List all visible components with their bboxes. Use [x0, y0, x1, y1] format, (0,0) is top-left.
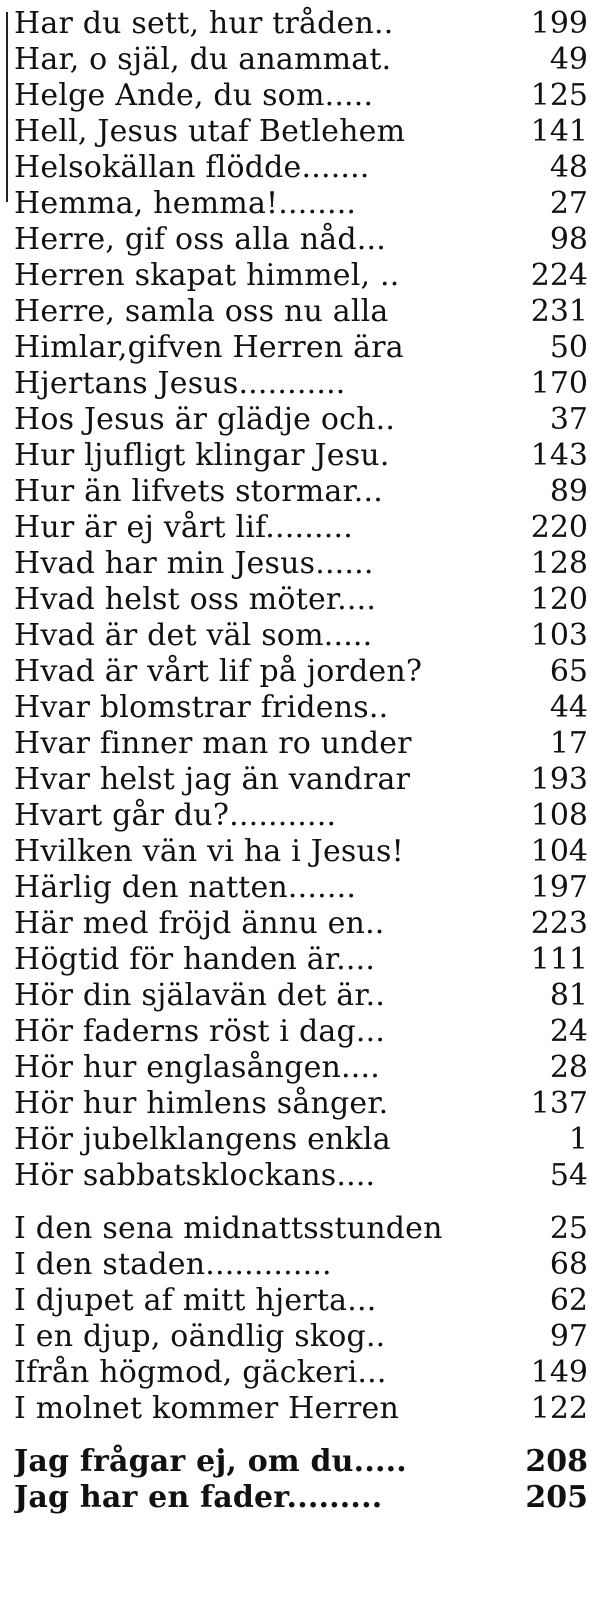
- hymn-number: 24: [549, 1014, 588, 1049]
- margin-rule: [6, 12, 8, 202]
- index-entry: [14, 186, 588, 222]
- hymn-title: Herre, samla oss nu alla: [14, 294, 389, 329]
- hymn-number: 50: [549, 330, 588, 365]
- index-section: [14, 6, 588, 1194]
- hymn-number: 193: [530, 762, 588, 797]
- hymn-number: 197: [530, 870, 588, 905]
- hymn-number: 49: [549, 42, 588, 77]
- hymn-number: 27: [549, 186, 588, 221]
- hymn-number: 205: [525, 1480, 588, 1515]
- index-entry: [14, 582, 588, 618]
- hymn-number: 111: [530, 942, 588, 977]
- hymn-number: 28: [549, 1050, 588, 1085]
- hymn-title: Hvad har min Jesus......: [14, 546, 374, 581]
- hymn-title: Här med fröjd ännu en..: [14, 906, 385, 941]
- index-entry: [14, 1014, 588, 1050]
- hymn-number: 54: [549, 1158, 588, 1193]
- hymn-number: 143: [530, 438, 588, 473]
- index-entry: [14, 474, 588, 510]
- index-entry: [14, 1122, 588, 1158]
- hymn-number: 120: [530, 582, 588, 617]
- hymn-number: 103: [530, 618, 588, 653]
- hymn-title: Hör sabbatsklockans....: [14, 1158, 376, 1193]
- hymn-title: Herre, gif oss alla nåd...: [14, 222, 386, 257]
- hymn-title: Jag har en fader.........: [14, 1480, 383, 1515]
- hymn-number: 208: [525, 1444, 588, 1479]
- index-entry: [14, 1355, 588, 1391]
- index-entry: [14, 330, 588, 366]
- hymn-title: Hvar blomstrar fridens..: [14, 690, 389, 725]
- hymn-number: 125: [530, 78, 588, 113]
- hymn-title: Hör hur himlens sånger.: [14, 1086, 389, 1121]
- index-entry: [14, 510, 588, 546]
- hymn-title: Himlar,gifven Herren ära: [14, 330, 404, 365]
- hymn-number: 104: [530, 834, 588, 869]
- hymn-title: Hör faderns röst i dag...: [14, 1014, 386, 1049]
- hymn-number: 68: [549, 1247, 588, 1282]
- hymn-title: Hvilken vän vi ha i Jesus!: [14, 834, 404, 869]
- hymn-title: Hvad är det väl som.....: [14, 618, 373, 653]
- index-entry: [14, 78, 588, 114]
- index-entry: [14, 114, 588, 150]
- hymn-number: 108: [530, 798, 588, 833]
- index-entry: [14, 1283, 588, 1319]
- hymn-index: [14, 6, 588, 1516]
- hymn-title: I en djup, oändlig skog..: [14, 1319, 386, 1354]
- hymn-title: I molnet kommer Herren: [14, 1391, 399, 1426]
- hymn-title: Härlig den natten.......: [14, 870, 357, 905]
- index-entry: [14, 42, 588, 78]
- hymn-number: 37: [549, 402, 588, 437]
- hymn-title: Hemma, hemma!........: [14, 186, 357, 221]
- hymn-title: Hvart går du?...........: [14, 798, 337, 833]
- index-entry: [14, 762, 588, 798]
- hymn-number: 128: [530, 546, 588, 581]
- hymn-title: Hör hur englasången....: [14, 1050, 381, 1085]
- index-entry: [14, 402, 588, 438]
- hymn-number: 62: [549, 1283, 588, 1318]
- hymn-number: 122: [530, 1391, 588, 1426]
- index-entry: [14, 726, 588, 762]
- hymn-title: Hur än lifvets stormar...: [14, 474, 383, 509]
- hymn-title: Jag frågar ej, om du.....: [14, 1444, 407, 1479]
- hymn-number: 220: [530, 510, 588, 545]
- index-entry: [14, 366, 588, 402]
- hymn-title: Ifrån högmod, gäckeri...: [14, 1355, 387, 1390]
- hymn-title: Hvar finner man ro under: [14, 726, 412, 761]
- hymn-title: Hvar helst jag än vandrar: [14, 762, 411, 797]
- hymn-title: Hör jubelklangens enkla: [14, 1122, 391, 1157]
- index-entry: [14, 1319, 588, 1355]
- index-section: [14, 1211, 588, 1427]
- hymn-title: Helsokällan flödde.......: [14, 150, 370, 185]
- hymn-title: I djupet af mitt hjerta...: [14, 1283, 377, 1318]
- index-entry: [14, 906, 588, 942]
- hymn-number: 141: [530, 114, 588, 149]
- hymn-title: Hur är ej vårt lif.........: [14, 510, 353, 545]
- hymn-title: Herren skapat himmel, ..: [14, 258, 400, 293]
- index-entry: [14, 546, 588, 582]
- index-entry: [14, 1086, 588, 1122]
- index-entry: [14, 438, 588, 474]
- index-entry: [14, 978, 588, 1014]
- index-entry: [14, 834, 588, 870]
- hymn-number: 1: [568, 1122, 588, 1157]
- hymn-number: 224: [530, 258, 588, 293]
- hymn-number: 81: [549, 978, 588, 1013]
- hymn-number: 48: [549, 150, 588, 185]
- hymn-title: Hvad är vårt lif på jorden?: [14, 654, 423, 689]
- hymn-title: Hvad helst oss möter....: [14, 582, 377, 617]
- index-entry: [14, 654, 588, 690]
- hymn-title: Hur ljufligt klingar Jesu.: [14, 438, 390, 473]
- index-entry: [14, 942, 588, 978]
- hymn-title: Hör din själavän det är..: [14, 978, 386, 1013]
- index-entry: [14, 1480, 588, 1516]
- hymn-number: 149: [530, 1355, 588, 1390]
- index-entry: [14, 258, 588, 294]
- index-entry: [14, 150, 588, 186]
- hymn-title: Hell, Jesus utaf Betlehem: [14, 114, 406, 149]
- index-entry: [14, 798, 588, 834]
- index-entry: [14, 1211, 588, 1247]
- index-entry: [14, 870, 588, 906]
- hymn-title: I den staden.............: [14, 1247, 332, 1282]
- hymn-number: 199: [530, 6, 588, 41]
- hymn-number: 44: [549, 690, 588, 725]
- index-entry: [14, 1158, 588, 1194]
- hymn-number: 223: [530, 906, 588, 941]
- index-entry: [14, 1247, 588, 1283]
- index-entry: [14, 294, 588, 330]
- hymn-title: Hjertans Jesus...........: [14, 366, 346, 401]
- index-entry: [14, 1050, 588, 1086]
- hymn-number: 98: [549, 222, 588, 257]
- hymn-number: 25: [549, 1211, 588, 1246]
- hymn-title: Har, o själ, du anammat.: [14, 42, 392, 77]
- hymn-title: Högtid för handen är....: [14, 942, 376, 977]
- index-entry: [14, 1391, 588, 1427]
- index-entry: [14, 6, 588, 42]
- hymn-number: 97: [549, 1319, 588, 1354]
- hymn-title: Helge Ande, du som.....: [14, 78, 374, 113]
- index-entry: [14, 1444, 588, 1480]
- hymn-number: 89: [549, 474, 588, 509]
- hymn-number: 170: [530, 366, 588, 401]
- hymn-number: 137: [530, 1086, 588, 1121]
- index-entry: [14, 690, 588, 726]
- hymn-number: 17: [549, 726, 588, 761]
- hymn-title: Hos Jesus är glädje och..: [14, 402, 396, 437]
- hymn-number: 231: [530, 294, 588, 329]
- index-entry: [14, 222, 588, 258]
- index-entry: [14, 618, 588, 654]
- hymn-title: Har du sett, hur tråden..: [14, 6, 394, 41]
- index-section: [14, 1444, 588, 1516]
- hymn-number: 65: [549, 654, 588, 689]
- hymn-title: I den sena midnattsstunden: [14, 1211, 443, 1246]
